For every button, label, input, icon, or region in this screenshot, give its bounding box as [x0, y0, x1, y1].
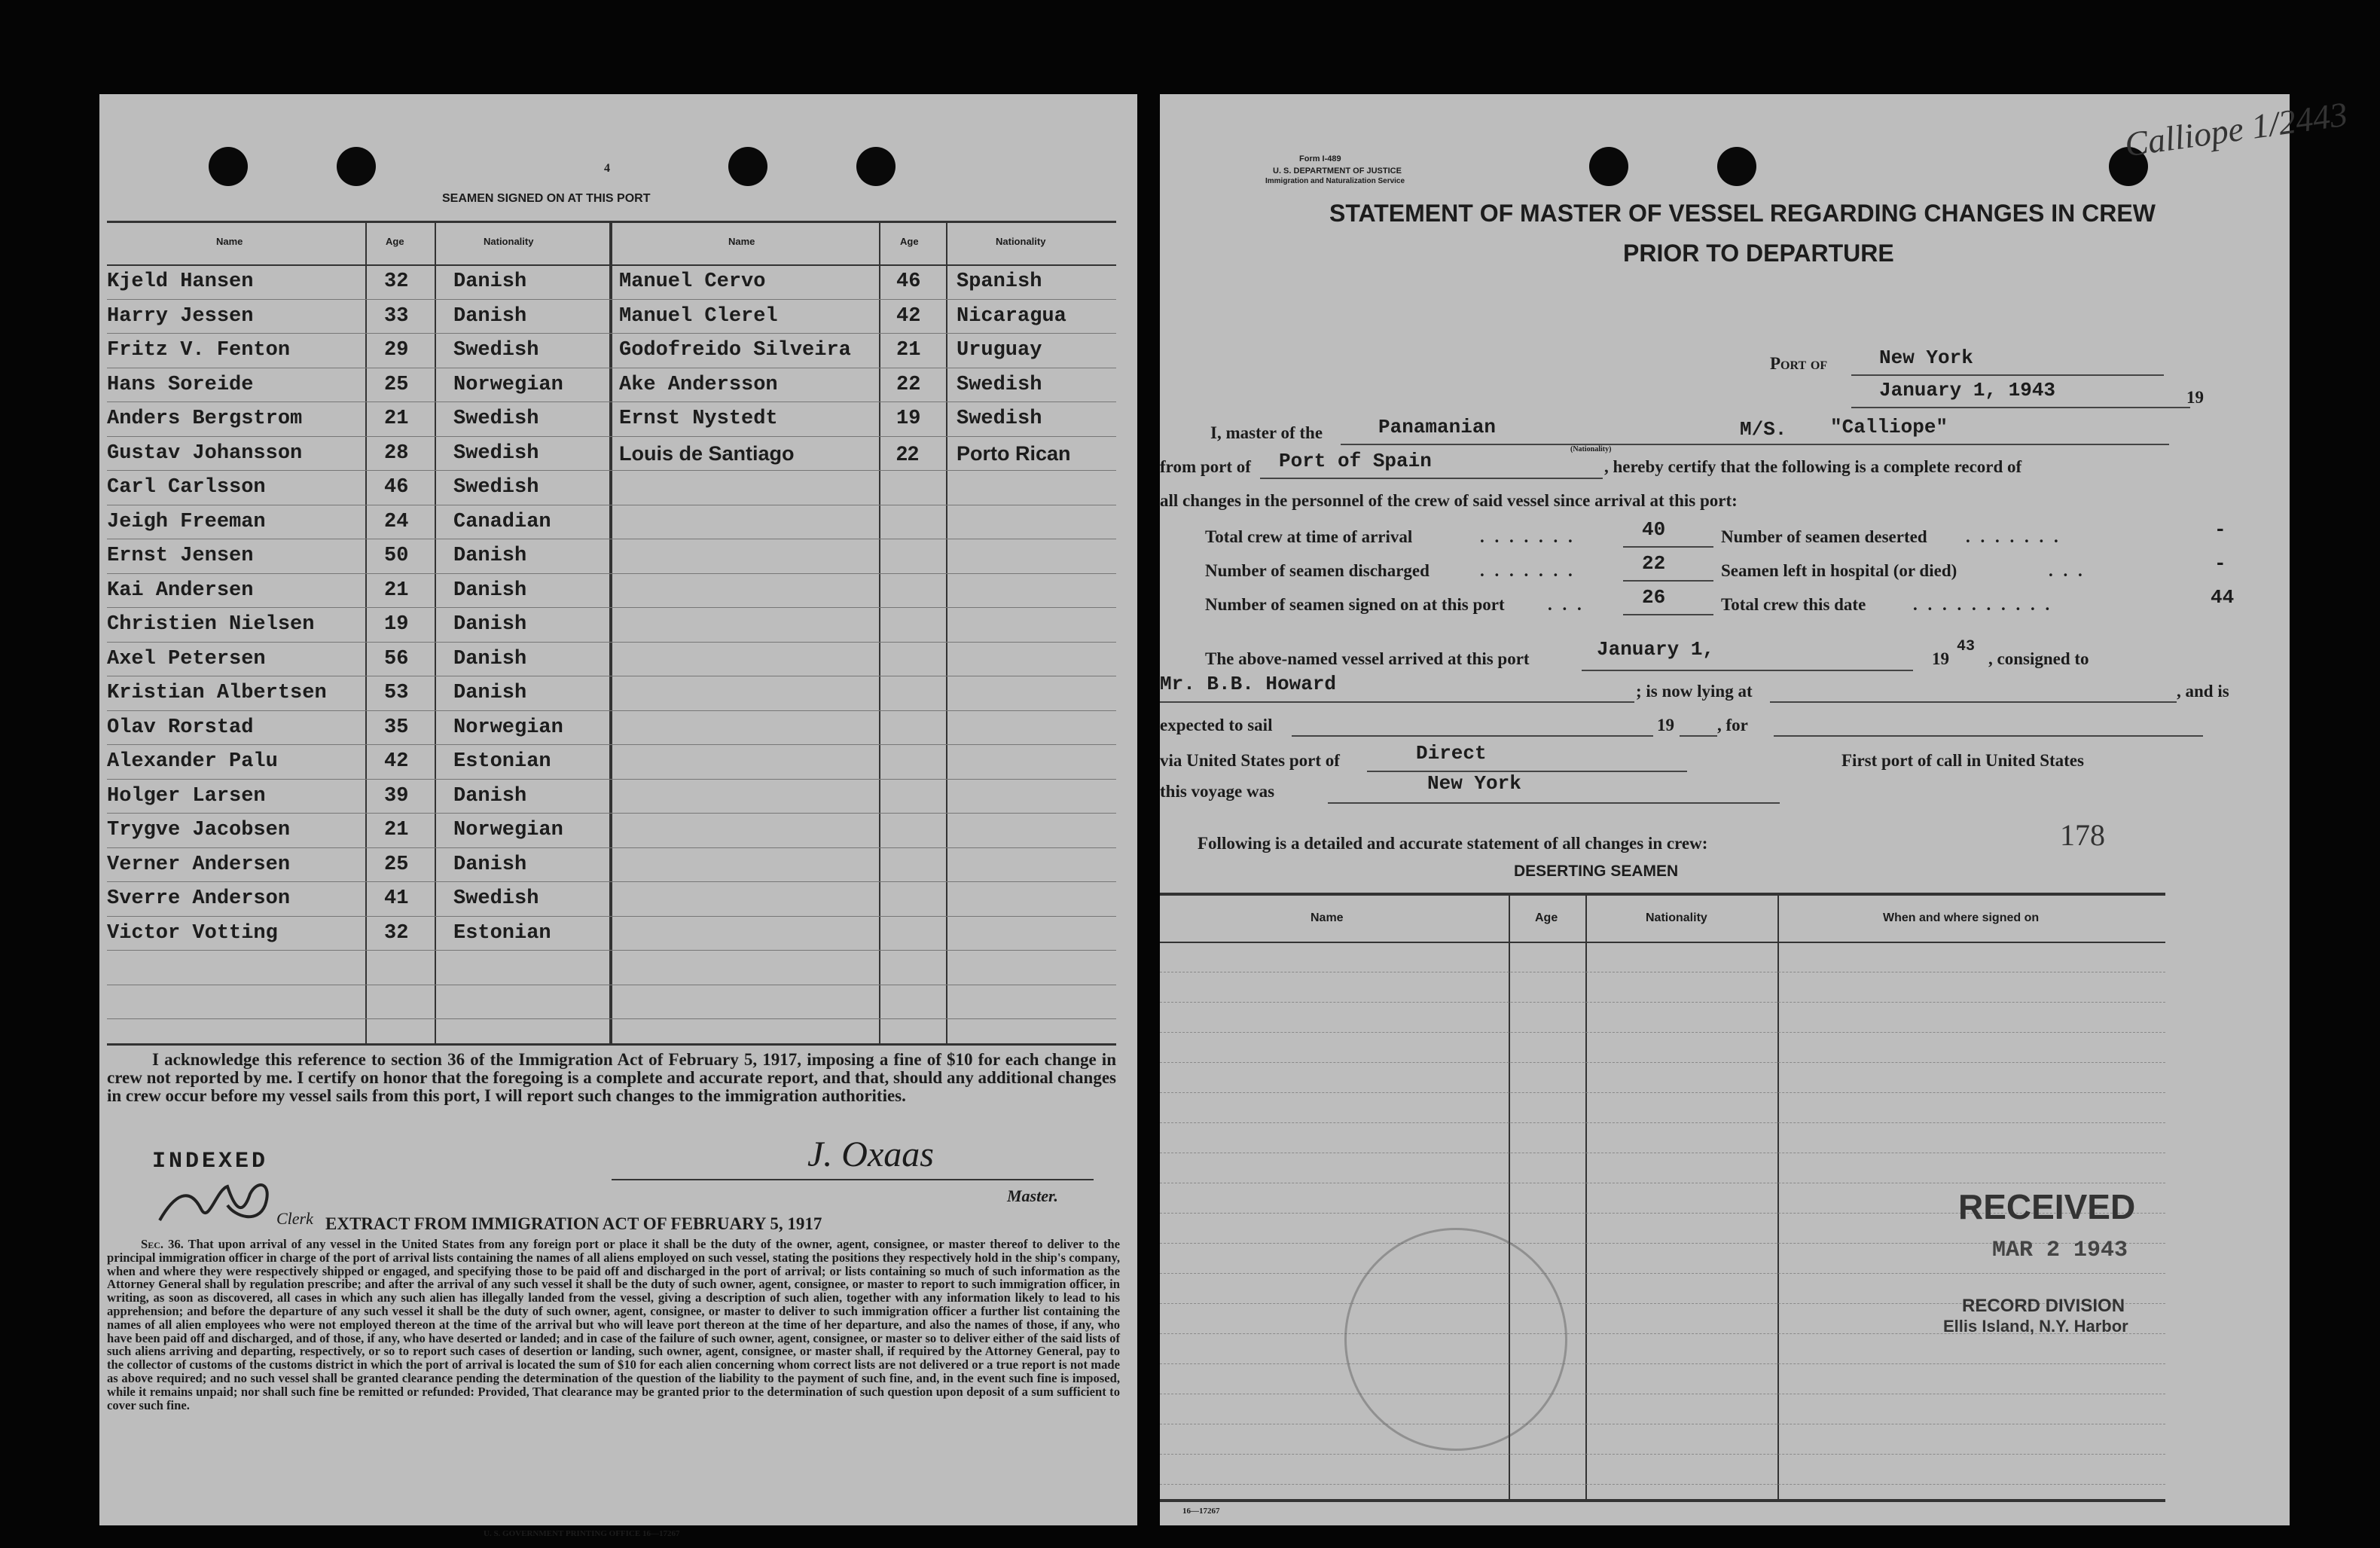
crew-nationality: Estonian — [453, 921, 551, 945]
following-label: Following is a detailed and accurate statement of all changes in crew: — [1198, 834, 1708, 853]
crew-name: Christien Nielsen — [107, 613, 315, 636]
extract-body: That upon arrival of any vessel in the United States from any foreign port or place it shall be the duty of the owner, agent, consignee, or master thereof to deliver to the principal immigration officer in charge of the port of arrival lists containing the names of all aliens employed on such vessel, stating the positions they respectively hold in the ship's company, when and where they were respectively shipped or engaged, and specifying those to be paid off and discharged in the port of arrival; or lists containing so much of such information as the Attorney General shall by regulation prescribe; and after the arrival of any such vessel it shall be the duty of such owner, agent, consignee, or master to report to such immigration officer, in writing, as soon as discovered, all cases in which any such alien has illegally landed from the vessel, giving a description of such alien, together with any information likely to lead to his apprehension; and before the departure of any such vessel it shall be the duty of such owner, agent, consignee, or master to deliver to such immigration officer a further list containing the names of all alien employees who were not employed thereon at the time of the arrival but who will leave port thereon at the time of her departure, and also the names of those, if any, who have been paid off and discharged, and of those, if any, who have deserted or landed; and in case of the failure of such owner, agent, consignee, or master so to deliver either of the said lists of such aliens arriving and departing, respectively, or so to report such cases of desertion or landing, such owner, agent, consignee, or master shall, if required by the Attorney General, pay to the collector of customs of the customs district in which the port of arrival is located the sum of $10 for each alien concerning whom correct lists are not delivered or a true report is not made as above required; and no such vessel shall be granted clearance pending the determination of the question of the liability to the payment of such fine, and, in the event such fine is imposed, while it remains unpaid; nor shall such fine be remitted or refunded: Provided, That clearance may be granted prior to the determination of such question upon deposit of a sum sufficient to cover such fine. — [107, 1237, 1120, 1412]
crew-name: Sverre Anderson — [107, 887, 291, 910]
form-title-line2: PRIOR TO DEPARTURE — [1623, 240, 1894, 267]
crew-age: 35 — [384, 716, 409, 739]
crew-age: 21 — [384, 579, 409, 602]
stat-label: Seamen left in hospital (or died) — [1721, 561, 1957, 580]
clerk-label: Clerk — [276, 1209, 313, 1228]
crew-nationality: Danish — [453, 579, 527, 602]
crew-nationality: Danish — [453, 304, 527, 328]
right-page: Calliope 1/2443 Form I-489 U. S. DEPARTMENT OF JUSTICE Immigration and Naturalization Service STATEMENT OF MASTER OF VESSEL REGARDING CHANGES IN CREW PRIOR TO DEPARTURE Port of New York January 1, 1943 19 I, master of the Panamanian (Nationality) M/S. "Calliope" from port of Port of Spain , hereby certify that the following is a complete record of all changes in the personnel of the crew of said vessel since arrival at this port: Total crew at time of arrival . . . . . . . 40 Number of seamen discharged . . . . . . . 22 Number of seamen signed on at this port . . . 26 Number of seamen deserted . . . . . . . - Seamen left in hospital (or died) . . . - Total crew this date . . . . . . . . . . 44 The above-named vessel arrived at this port January 1, 19 43 , consigned to Mr. B.B. Howard ; is now lying at , and is expected to sail 19 , for via United States port of Direct First port of call in United States this voyage was New York Following is a detailed and accurate statement of all changes in crew: 178 DESERTING SEAMEN Name Age Nationality When and where signed on RECEIVED MAR 2 1943 RECORD DIVISION Ellis Island, N.Y. Harbor 16—17267 — [1160, 94, 2290, 1525]
punch-hole — [856, 147, 896, 186]
crew-nationality: Spanish — [957, 270, 1042, 293]
crew-nationality: Danish — [453, 853, 527, 876]
and-is-label: , and is — [2177, 682, 2229, 701]
crew-name: Axel Petersen — [107, 647, 266, 670]
crew-age: 21 — [384, 819, 409, 841]
stat-value: - — [2214, 518, 2226, 541]
crew-nationality: Norwegian — [453, 373, 563, 396]
col-header-nationality: Nationality — [484, 236, 534, 247]
crew-age: 19 — [896, 408, 921, 430]
stat-label: Total crew at time of arrival — [1205, 527, 1413, 546]
crew-age: 25 — [384, 853, 409, 876]
record-division: RECORD DIVISION — [1962, 1296, 2125, 1316]
certify-text: , hereby certify that the following is a complete record of — [1604, 457, 2022, 476]
vessel-name: "Calliope" — [1830, 416, 1948, 438]
extract-text — [107, 1238, 1120, 1412]
crew-age: 39 — [384, 784, 409, 808]
crew-nationality: Danish — [453, 270, 527, 293]
crew-name: Anders Bergstrom — [107, 408, 303, 430]
crew-name: Gustav Johansson — [107, 441, 303, 465]
crew-name: Ernst Jensen — [107, 545, 254, 567]
crew-age: 46 — [384, 476, 409, 499]
crew-name: Verner Andersen — [107, 853, 291, 876]
crew-name: Ernst Nystedt — [619, 408, 778, 430]
crew-nationality: Swedish — [957, 373, 1042, 396]
nationality-value: Panamanian — [1378, 416, 1497, 438]
crew-name: Manuel Cervo — [619, 270, 766, 293]
consignee: Mr. B.B. Howard — [1160, 673, 1337, 695]
voyage-port: New York — [1427, 772, 1521, 795]
crew-age: 22 — [896, 373, 921, 396]
crew-name: Manuel Clerel — [619, 304, 778, 328]
stat-label: Total crew this date — [1721, 595, 1866, 614]
port-value: New York — [1879, 347, 1973, 369]
from-port-value: Port of Spain — [1279, 450, 1432, 472]
consigned-label: , consigned to — [1988, 649, 2089, 668]
indexed-stamp: INDEXED — [152, 1149, 269, 1174]
col-header-age: Age — [1535, 911, 1558, 924]
crew-name: Olav Rorstad — [107, 716, 254, 739]
crew-age: 33 — [384, 304, 409, 328]
crew-age: 19 — [384, 613, 409, 636]
lying-label: ; is now lying at — [1636, 682, 1753, 701]
crew-age: 25 — [384, 373, 409, 396]
crew-age: 21 — [896, 339, 921, 362]
punch-hole — [728, 147, 767, 186]
punch-hole — [1717, 147, 1756, 186]
received-stamp: RECEIVED — [1958, 1187, 2136, 1226]
crew-nationality: Estonian — [453, 750, 551, 773]
date-suffix: 19 — [2186, 388, 2204, 407]
deserting-title: DESERTING SEAMEN — [1514, 863, 1679, 880]
expected-label: expected to sail — [1160, 716, 1273, 734]
col-header-name: Name — [1311, 911, 1344, 924]
crew-name: Kjeld Hansen — [107, 270, 254, 293]
crew-age: 32 — [384, 270, 409, 293]
print-footer: 16—17267 — [1182, 1507, 1220, 1516]
crew-age: 53 — [384, 682, 409, 704]
crew-name: Kai Andersen — [107, 579, 254, 602]
left-page — [99, 94, 1137, 1538]
crew-nationality: Swedish — [453, 339, 539, 362]
master-label: Master. — [1007, 1186, 1058, 1205]
crew-nationality: Swedish — [453, 476, 539, 499]
stat-value: - — [2214, 552, 2226, 575]
col-header-name: Name — [728, 236, 755, 247]
crew-name: Harry Jessen — [107, 304, 254, 328]
handwritten-annotation: Calliope 1/2443 — [2122, 94, 2350, 164]
crew-name: Carl Carlsson — [107, 476, 266, 499]
col-header-signed-on: When and where signed on — [1883, 911, 2040, 924]
crew-name: Alexander Palu — [107, 750, 278, 773]
crew-age: 24 — [384, 510, 409, 533]
crew-name: Holger Larsen — [107, 784, 266, 808]
page-number: 4 — [604, 162, 610, 175]
crew-name: Godofreido Silveira — [619, 339, 851, 362]
crew-nationality: Canadian — [453, 510, 551, 533]
master-signature-line — [612, 1179, 1094, 1180]
col-header-age: Age — [386, 236, 404, 247]
crew-name: Hans Soreide — [107, 373, 254, 396]
port-of-label: Port of — [1770, 354, 1828, 373]
punch-hole — [337, 147, 376, 186]
form-id: Form I-489 — [1299, 154, 1341, 163]
crew-nationality: Norwegian — [453, 716, 563, 739]
initials-signature — [145, 1164, 295, 1239]
crew-age: 56 — [384, 647, 409, 670]
crew-age: 28 — [384, 441, 409, 465]
crew-age: 41 — [384, 887, 409, 910]
first-port-label: First port of call in United States — [1841, 751, 2084, 770]
via-label: via United States port of — [1160, 751, 1340, 770]
crew-nationality: Porto Rican — [957, 441, 1071, 465]
circular-seal — [1344, 1228, 1567, 1451]
crew-age: 42 — [384, 750, 409, 773]
agency: U. S. DEPARTMENT OF JUSTICE — [1273, 166, 1402, 176]
crew-name: Louis de Santiago — [619, 441, 795, 465]
punch-hole — [1589, 147, 1628, 186]
ellis-island: Ellis Island, N.Y. Harbor — [1943, 1317, 2128, 1336]
arrived-year: 43 — [1957, 638, 1976, 655]
crew-nationality: Swedish — [957, 408, 1042, 430]
master-of-label: I, master of the — [1210, 423, 1323, 442]
crew-nationality: Uruguay — [957, 339, 1042, 362]
print-footer: U. S. GOVERNMENT PRINTING OFFICE 16—17267 — [484, 1529, 680, 1538]
vessel-prefix: M/S. — [1740, 418, 1787, 441]
stat-value: 26 — [1642, 586, 1666, 609]
crew-age: 22 — [896, 441, 920, 465]
crew-age: 42 — [896, 304, 921, 328]
extract-title: EXTRACT FROM IMMIGRATION ACT OF FEBRUARY 5, 1917 — [325, 1214, 822, 1233]
crew-age: 50 — [384, 545, 409, 567]
stat-label: Number of seamen discharged — [1205, 561, 1430, 580]
crew-nationality: Danish — [453, 545, 527, 567]
crew-age: 46 — [896, 270, 921, 293]
crew-nationality: Danish — [453, 613, 527, 636]
voyage-label: this voyage was — [1160, 782, 1275, 801]
crew-nationality: Swedish — [453, 408, 539, 430]
crew-table — [107, 221, 1116, 1049]
crew-nationality: Danish — [453, 647, 527, 670]
crew-name: Jeigh Freeman — [107, 510, 266, 533]
arrived-date: January 1, — [1597, 638, 1715, 661]
via-port: Direct — [1416, 742, 1487, 765]
arrived-label: The above-named vessel arrived at this port — [1205, 649, 1530, 668]
stat-value: 44 — [2211, 586, 2235, 609]
crew-nationality: Nicaragua — [957, 304, 1066, 328]
nationality-caption: (Nationality) — [1570, 445, 1612, 453]
col-header-nationality: Nationality — [1646, 911, 1707, 924]
crew-nationality: Norwegian — [453, 819, 563, 841]
crew-nationality: Swedish — [453, 441, 539, 465]
crew-nationality: Swedish — [453, 887, 539, 910]
col-header-nationality: Nationality — [996, 236, 1046, 247]
master-signature: J. Oxaas — [807, 1134, 934, 1174]
agency-sub: Immigration and Naturalization Service — [1265, 177, 1405, 185]
crew-name: Victor Votting — [107, 921, 278, 945]
col-header-name: Name — [216, 236, 243, 247]
punch-hole — [209, 147, 248, 186]
received-date: MAR 2 1943 — [1992, 1238, 2128, 1263]
stat-value: 40 — [1642, 518, 1666, 541]
crew-age: 32 — [384, 921, 409, 945]
acknowledgement: I acknowledge this reference to section 36 of the Immigration Act of February 5, 1917, imposing a fine of $10 for each change in crew not reported by me. I certify on honor that the foregoing is a complete and accurate report, and that, should any additional changes in crew occur before my vessel sails from this port, I will report such changes to the immigration authorities. — [107, 1050, 1116, 1105]
crew-name: Trygve Jacobsen — [107, 819, 291, 841]
crew-nationality: Danish — [453, 682, 527, 704]
crew-age: 29 — [384, 339, 409, 362]
crew-name: Ake Andersson — [619, 373, 778, 396]
crew-name: Fritz V. Fenton — [107, 339, 291, 362]
extract-section: Sec. 36. — [141, 1237, 184, 1251]
certify-text-2: all changes in the personnel of the crew of said vessel since arrival at this port: — [1160, 491, 1738, 510]
crew-name: Kristian Albertsen — [107, 682, 327, 704]
crew-nationality: Danish — [453, 784, 527, 808]
stat-label: Number of seamen deserted — [1721, 527, 1927, 546]
date-value: January 1, 1943 — [1879, 379, 2056, 402]
col-header-age: Age — [900, 236, 919, 247]
year-prefix: 19 — [1657, 716, 1674, 734]
for-label: , for — [1717, 716, 1748, 734]
from-port-label: from port of — [1160, 457, 1251, 476]
stat-value: 22 — [1642, 552, 1666, 575]
crew-age: 21 — [384, 408, 409, 430]
stat-label: Number of seamen signed on at this port — [1205, 595, 1505, 614]
section-title: SEAMEN SIGNED ON AT THIS PORT — [442, 192, 651, 205]
handwritten-number: 178 — [2060, 818, 2105, 852]
form-title-line1: STATEMENT OF MASTER OF VESSEL REGARDING CHANGES IN CREW — [1329, 200, 2156, 227]
arrived-year-prefix: 19 — [1932, 649, 1949, 668]
